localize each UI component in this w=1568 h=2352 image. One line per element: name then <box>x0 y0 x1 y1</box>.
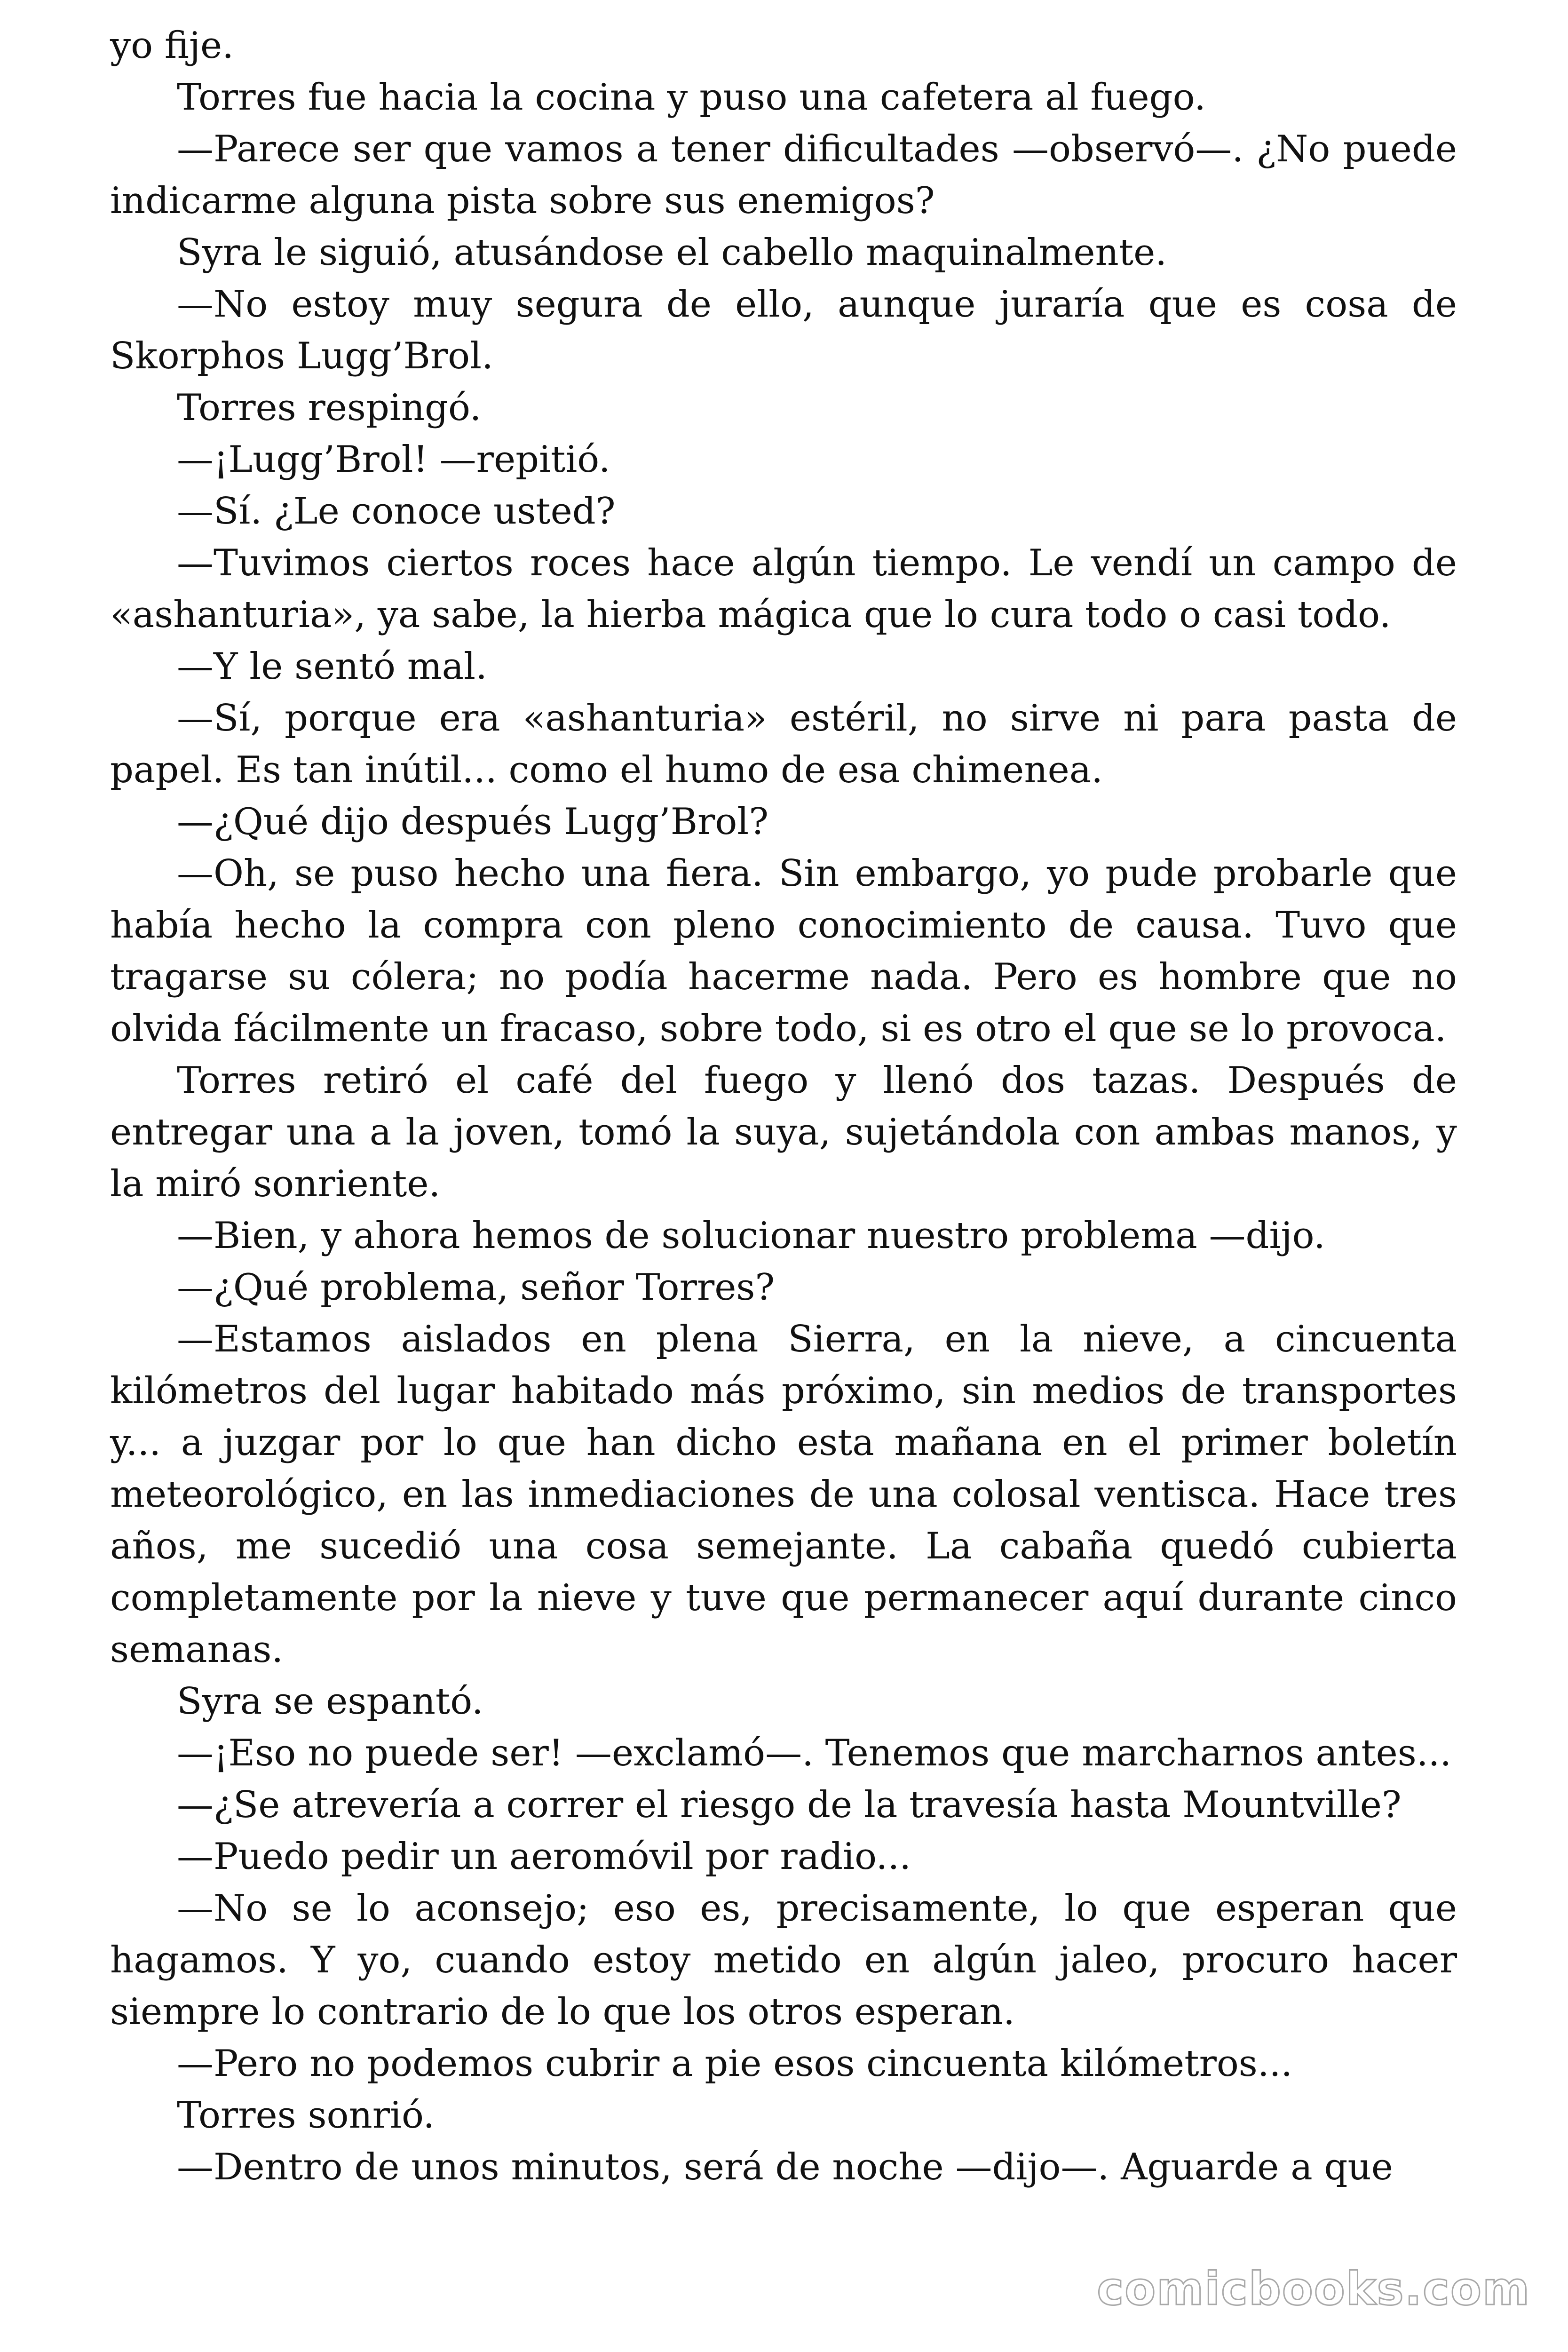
paragraph: —¿Se atrevería a correr el riesgo de la travesía hasta Mountville? <box>177 1784 1402 1826</box>
paragraph: —Oh, se puso hecho una fiera. Sin embargo, yo pude probarle que había hecho la compra con pleno conocimiento de causa. Tuvo que tragarse su cólera; no podía hacerme nada. Pero es hombre que no olvida fácilmente un fracaso, sobre todo, si es otro el que se lo provoca. <box>110 852 1457 1050</box>
watermark-logo: comicbooks.com <box>1097 2263 1530 2315</box>
paragraph: —¿Qué dijo después Lugg’Brol? <box>177 801 769 843</box>
paragraph: —Bien, y ahora hemos de solucionar nuestro problema —dijo. <box>177 1215 1325 1257</box>
paragraph: —Sí, porque era «ashanturia» estéril, no sirve ni para pasta de papel. Es tan inútil... como el humo de esa chimenea. <box>110 697 1457 791</box>
paragraph: —Tuvimos ciertos roces hace algún tiempo. Le vendí un campo de «ashanturia», ya sabe, la hierba mágica que lo cura todo o casi todo. <box>110 542 1457 636</box>
paragraph: —¿Qué problema, señor Torres? <box>177 1266 775 1309</box>
paragraph: Syra se espantó. <box>177 1680 483 1723</box>
paragraph: —Estamos aislados en plena Sierra, en la nieve, a cincuenta kilómetros del lugar habitado más próximo, sin medios de transportes y... a juzgar por lo que han dicho esta mañana en el primer boletín meteorológico, en las inmediaciones de una colosal ventisca. Hace tres años, me sucedió una cosa semejante. La cabaña quedó cubierta completamente por la nieve y tuve que permanecer aquí durante cinco semanas. <box>110 1318 1457 1671</box>
paragraph: —Dentro de unos minutos, será de noche —dijo—. Aguarde a que <box>177 2146 1393 2188</box>
paragraph: —Puedo pedir un aeromóvil por radio... <box>177 1836 911 1878</box>
paragraph: —Sí. ¿Le conoce usted? <box>177 490 616 532</box>
paragraph: Syra le siguió, atusándose el cabello maquinalmente. <box>177 231 1167 274</box>
paragraph: —¡Lugg’Brol! —repitió. <box>177 438 610 481</box>
paragraph: —Y le sentó mal. <box>177 645 487 688</box>
paragraph: Torres retiró el café del fuego y llenó dos tazas. Después de entregar una a la joven, tomó la suya, sujetándola con ambas manos, y la miró sonriente. <box>110 1059 1457 1205</box>
paragraph: yo fije. <box>110 24 234 67</box>
paragraph: Torres respingó. <box>177 387 482 429</box>
paragraph: Torres fue hacia la cocina y puso una cafetera al fuego. <box>177 76 1206 119</box>
paragraph: Torres sonrió. <box>177 2094 435 2137</box>
paragraph: —No estoy muy segura de ello, aunque juraría que es cosa de Skorphos Lugg’Brol. <box>110 283 1457 377</box>
paragraph: —¡Eso no puede ser! —exclamó—. Tenemos que marcharnos antes... <box>177 1732 1452 1774</box>
paragraph: —No se lo aconsejo; eso es, precisamente, lo que esperan que hagamos. Y yo, cuando estoy metido en algún jaleo, procuro hacer siempre lo contrario de lo que los otros esperan. <box>110 1887 1457 2033</box>
page-text <box>110 20 1457 2193</box>
paragraph: —Pero no podemos cubrir a pie esos cincuenta kilómetros... <box>177 2042 1293 2085</box>
paragraph: —Parece ser que vamos a tener dificultades —observó—. ¿No puede indicarme alguna pista sobre sus enemigos? <box>110 128 1457 222</box>
